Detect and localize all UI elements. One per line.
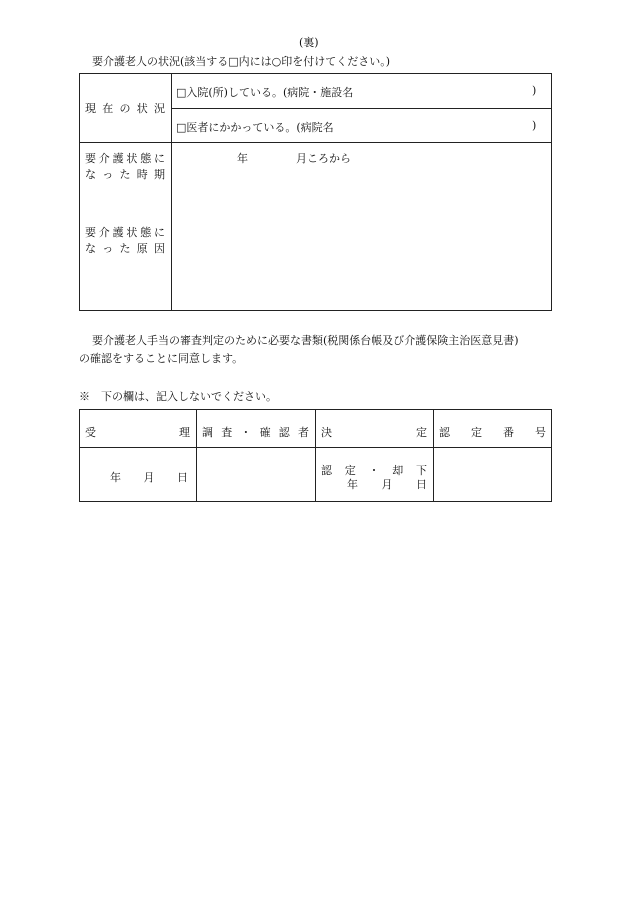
status-table-divider-period	[79, 142, 552, 143]
decision-label: 決 定	[321, 426, 427, 439]
cause-label-line1: 要 介 護 状 態 に	[85, 226, 165, 239]
period-month: 月ころから	[296, 152, 351, 165]
doctor-option-close: )	[532, 119, 537, 132]
hospital-option-close: )	[532, 84, 537, 97]
receipt-label: 受 理	[85, 426, 190, 439]
hospital-option[interactable]: □入院(所)している。(病院・施設名	[176, 86, 354, 99]
office-table-col1-divider	[196, 409, 197, 502]
office-note: ※ 下の欄は、記入しないでください。	[79, 390, 277, 403]
cause-label-line2: な っ た 原 因	[85, 242, 165, 255]
cert-number-label: 認 定 番 号	[439, 426, 546, 439]
status-table-divider-options	[171, 108, 552, 109]
doctor-option[interactable]: □医者にかかっている。(病院名	[176, 121, 334, 134]
current-status-label: 現 在 の 状 況	[85, 102, 165, 115]
page-heading: (裏)	[299, 36, 319, 49]
instruction-text: 要介護老人の状況(該当する□内には○印を付けてください。)	[92, 55, 391, 68]
consent-line1: 要介護老人手当の審査判定のために必要な書類(税関係台帳及び介護保険主治医意見書)	[92, 334, 519, 347]
period-year: 年	[237, 152, 248, 165]
decision-date: 年 月 日	[347, 478, 427, 491]
check-label: 調 査 ・ 確 認 者	[202, 426, 309, 439]
office-table-col2-divider	[315, 409, 316, 502]
receipt-date: 年 月 日	[110, 471, 188, 484]
consent-line2: の確認をすることに同意します。	[79, 352, 244, 365]
period-label-line1: 要 介 護 状 態 に	[85, 152, 165, 165]
period-label-line2: な っ た 時 期	[85, 168, 165, 181]
office-table-col3-divider	[433, 409, 434, 502]
decision-options: 認 定 ・ 却 下	[321, 464, 427, 477]
